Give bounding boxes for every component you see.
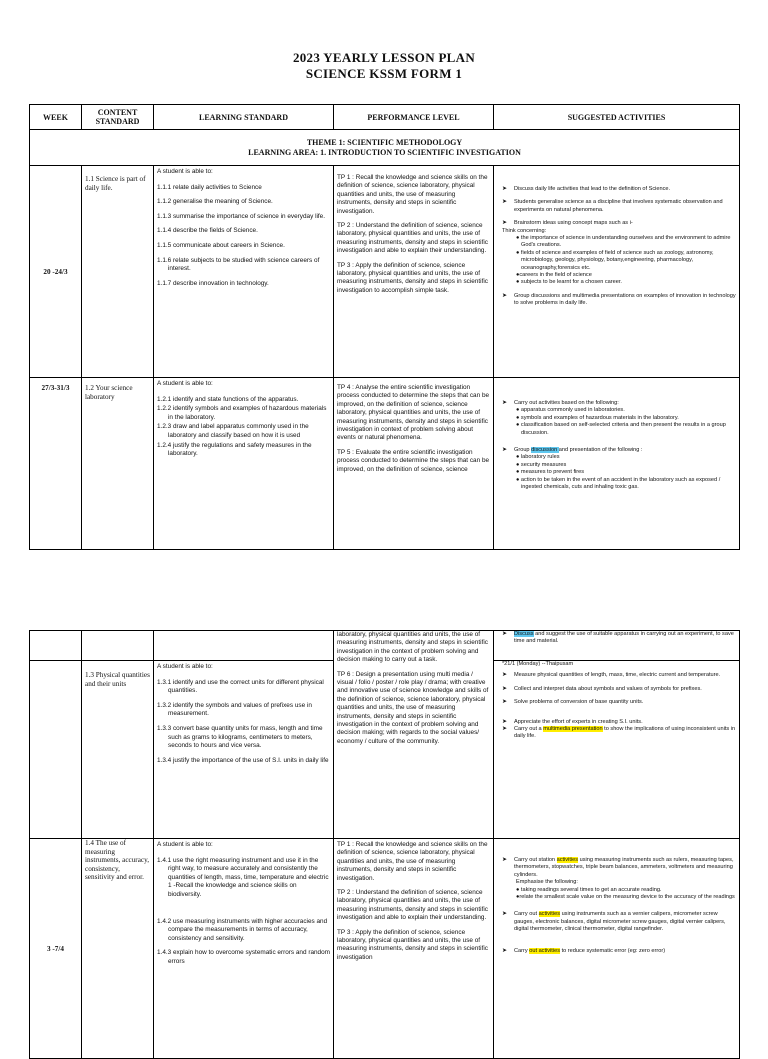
learning-standard-item: 1.2.3 draw and label apparatus commonly used in the laboratory and classify based on how it is used [157, 423, 309, 439]
learning-standard-item: 1.1.2 generalise the meaning of Science. [157, 198, 273, 206]
activity-item [502, 857, 736, 879]
activity-item: ➤ Measure physical quantities of length, mass, time, electric current and temperature. [502, 672, 736, 679]
activity-text: to show the implications of using inconsistent units in daily life. [514, 726, 736, 740]
activity-item: ➤ Collect and interpret data about symbols and values of symbols for prefixes. [502, 686, 736, 693]
performance-level-cell [334, 378, 494, 550]
activity-text: using instruments such as a vernier calipers, micrometer screw gauges, electronic balances, digital micrometer screw gauges, digital vernier calipers, digital thermometer, clinical thermometer, digital rangefinder. [514, 911, 726, 933]
learning-standard-item: 1.1.4 describe the fields of Science. [157, 227, 258, 235]
performance-level-item: TP 1 : Recall the knowledge and science skills on the definition of science, science laboratory, physical quantities and units, the use of measuring instruments, density and steps in scientific investigation. [337, 841, 488, 882]
activity-subtext: Think concerning: [502, 227, 547, 234]
activity-point: ● action to be taken in the event of an accident in the laboratory such as exposed / ingested chemicals, cuts and inhaling toxic gas. [516, 476, 721, 491]
activity-text: Carry out a [514, 726, 544, 733]
document-title: 2023 YEARLY LESSON PLAN [292, 50, 476, 65]
table-row-1-1 [30, 166, 740, 378]
activity-point: ● taking readings several times to get an accurate reading. [516, 886, 662, 893]
learning-standard-item: 1.3.2 identify the symbols and values of prefixes use in measurement. [157, 701, 312, 718]
activity-text: Carry out station [514, 857, 557, 863]
content-standard-cell: 1.4 The use of measuring instruments, accuracy, consistency, sensitivity and error. [82, 839, 154, 1059]
content-standard-cell: 1.1 Science is part of daily life. [82, 166, 154, 378]
holiday-note: *21/1 (Monday) --Thaipusam [502, 661, 574, 667]
activity-item: ➤ Brainstorm ideas using concept maps such as i- [502, 220, 736, 227]
activity-item: ➤ Discuss daily life activities that lead to the definition of Science. [502, 186, 736, 193]
activity-point: ● the importance of science in understanding ourselves and the environment to admire God's creations. [516, 235, 731, 249]
header-row [30, 105, 740, 130]
learning-standard-item: 1.4.2 use measuring instruments with higher accuracies and compare the measurements in terms of accuracy, consistency and sensitivity. [157, 917, 328, 942]
student-able-label: A student is able to: [157, 841, 213, 848]
learning-standard-item: 1.2.1 identify and state functions of the apparatus. [157, 395, 299, 403]
learning-standard-item: 1.2.2 identify symbols and examples of hazardous materials in the laboratory. [157, 405, 327, 421]
activity-subtext: Emphasise the following: [516, 879, 578, 886]
activity-point: ● symbols and examples of hazardous materials in the laboratory. [516, 414, 679, 421]
student-able-label: A student is able to: [157, 168, 213, 175]
performance-level-item: TP 2 : Understand the definition of science, science laboratory, physical quantities and units, the use of measuring instruments, density and steps in scientific investigation and able to explain their understanding. [337, 889, 488, 922]
learning-standard-item: 1.3.3 convert base quantity units for mass, length and time such as grams to kilograms, centimeters to meters, seconds to hours and vice versa. [157, 724, 323, 750]
header-content-standard: CONTENT STANDARD [82, 105, 154, 130]
week-cell-empty [30, 631, 82, 661]
content-standard-cell: 1.3 Physical quantities and their units [82, 661, 154, 839]
week-cell: 20 -24/3 [30, 166, 82, 378]
activity-text: and presentation of the following : [558, 447, 643, 454]
activity-point: ●relate the smallest scale value on the measuring device to the accuracy of the readings [516, 894, 735, 901]
theme-row [30, 130, 740, 166]
activity-text: and suggest the use of suitable apparatus in carrying out an experiment, to save time and material. [514, 631, 734, 645]
learning-standard-item: 1.1.7 describe innovation in technology. [157, 279, 269, 287]
activity-point: ● measures to prevent fires [516, 469, 585, 476]
learning-standard-item: 1.4.1 use the right measuring instrument and use it in the right way, to measure accurately and consistently the quantities of length, mass, time, temperature and electric 1 -Recall the knowledge and science skills on biodiversity. [157, 856, 329, 898]
suggested-activities-cell [494, 631, 740, 661]
learning-standard-cell [154, 378, 334, 550]
learning-standard-item: 1.1.6 relate subjects to be studied with science careers of interest. [157, 256, 320, 273]
suggested-activities-cell [494, 839, 740, 1059]
header-week: WEEK [30, 105, 82, 130]
highlighted-text: activities [556, 857, 579, 863]
activity-text: Carry [514, 947, 530, 954]
suggested-activities-cell [494, 378, 740, 550]
learning-standard-item: 1.2.4 justify the regulations and safety measures in the laboratory. [157, 441, 312, 458]
learning-standard-item: 1.1.5 communicate about careers in Science. [157, 241, 285, 249]
header-suggested-activities: SUGGESTED ACTIVITIES [494, 105, 740, 130]
learning-area-title: LEARNING AREA: 1. INTRODUCTION TO SCIENTIFIC INVESTIGATION [248, 147, 521, 157]
activity-point: ●careers in the field of science [516, 272, 592, 279]
activity-point: ● subjects to be learnt for a chosen career. [516, 279, 622, 286]
week-cell: 3 -7/4 [30, 839, 82, 1059]
learning-standard-cell [154, 661, 334, 839]
performance-level-cell [334, 631, 494, 839]
performance-level-item: TP 3 : Apply the definition of science, science laboratory, physical quantities and units, the use of measuring instruments, density and steps in scientific investigation to accomplish simple task. [337, 261, 488, 294]
content-standard-cell-empty [82, 631, 154, 661]
activity-item: ➤ Group discussions and multimedia presentations on examples of innovation in technology to solve problems in daily life. [502, 293, 736, 308]
activity-item: ➤ Students generalise science as a discipline that involves systematic observation and experiments on natural phenomena. [502, 199, 736, 214]
theme-title: THEME 1: SCIENTIFIC METHODOLOGY [306, 137, 463, 147]
activity-item: ➤ Solve problems of conversion of base quantity units. [502, 699, 736, 706]
performance-level-item: TP 2 : Understand the definition of science, science laboratory, physical quantities and units, the use of measuring instruments, density and steps in scientific investigation and able to explain their understanding. [337, 222, 488, 255]
activity-item: ➤ Appreciate the effort of experts in creating S.I. units. [502, 719, 736, 726]
activity-point: ● security measures [516, 461, 567, 468]
activity-text: to reduce systematic error (eg: zero error) [560, 947, 666, 954]
header-performance-level: PERFORMANCE LEVEL [334, 105, 494, 130]
learning-standard-cell [154, 839, 334, 1059]
performance-level-cell [334, 839, 494, 1059]
header-learning-standard: LEARNING STANDARD [154, 105, 334, 130]
learning-standard-item: 1.4.3 explain how to overcome systematic errors and random errors [157, 949, 330, 965]
week-cell: 27/3-31/3 [30, 378, 82, 550]
performance-level-item: laboratory, physical quantities and units, the use of measuring instruments, density and steps in scientific investigation in the context of problem solving and decision making to carry out a task. [337, 631, 488, 664]
performance-level-item: TP 1 : Recall the knowledge and science skills on the definition of science, science laboratory, physical quantities and units, the use of measuring instruments, density and steps in scientific investigation. [337, 174, 488, 215]
student-able-label: A student is able to: [157, 663, 213, 670]
performance-level-cell [334, 166, 494, 378]
lesson-plan-table-2 [29, 630, 740, 1059]
activity-item: ➤ Carry out activities based on the following: [502, 400, 736, 407]
content-standard-cell: 1.2 Your science laboratory [82, 378, 154, 550]
suggested-activities-cell [494, 166, 740, 378]
table-row-2-2 [30, 839, 740, 1059]
highlighted-text: discussion [531, 447, 559, 454]
learning-standard-cell-empty [154, 631, 334, 661]
activity-text: Carry out [514, 911, 539, 918]
learning-standard-cell [154, 166, 334, 378]
performance-level-item: TP 3 : Apply the definition of science, science laboratory, physical quantities and units, the use of measuring instruments, density and steps in scientific investigation [337, 928, 488, 961]
learning-standard-item: 1.3.1 identify and use the correct units for different physical quantities. [157, 678, 324, 695]
student-able-label: A student is able to: [157, 380, 213, 387]
activity-point: ● apparatus commonly used in laboratories. [516, 407, 625, 414]
highlighted-text: Discuss [514, 631, 534, 637]
highlighted-text: multimedia presentation [543, 726, 603, 733]
activity-text: Group [514, 447, 532, 454]
activity-item [502, 911, 736, 933]
activity-text: using measuring instruments such as rulers, measuring tapes, thermometers, stopwatches, triple beam balances, ammeters, voltmeters and measuring cylinders. [514, 857, 734, 878]
performance-level-item: TP 4 : Analyse the entire scientific investigation process conducted to determine the steps that can be improved, on the definition of science, science laboratory, physical quantities and units, the use of measuring instruments, density and steps in scientific investigation in context of problem solving about events or natural phenomena. [337, 384, 490, 442]
learning-standard-item: 1.1.3 summarise the importance of science in everyday life. [157, 212, 326, 220]
document-subtitle: SCIENCE KSSM FORM 1 [305, 66, 463, 81]
lesson-plan-table-1 [29, 104, 740, 550]
learning-standard-item: 1.1.1 relate daily activities to Science [157, 183, 262, 191]
activity-point: ● classification based on self-selected criteria and then present the results in a group discussion. [516, 422, 726, 436]
table-row-1-2 [30, 378, 740, 550]
performance-level-item: TP 5 : Evaluate the entire scientific investigation process conducted to determine the steps that can be improved, on the definition of science, science [337, 448, 490, 473]
activity-point: ● laboratory rules [516, 454, 560, 461]
activity-item [502, 948, 736, 955]
learning-standard-item: 1.3.4 justify the importance of the use of S.I. units in daily life [157, 756, 329, 764]
highlighted-text: out activities [529, 947, 561, 954]
week-cell-empty [30, 661, 82, 839]
activity-point: ● fields of science and examples of field of science such as zoology, astronomy, microbiology, geology, physiology, botany,engineering, pharmacology, oceanography,forensics etc. [516, 249, 714, 271]
activity-item [502, 447, 736, 454]
activity-item [502, 631, 736, 646]
highlighted-text: activities [538, 911, 561, 918]
performance-level-item: TP 6 : Design a presentation using multi media / visual / folio / poster / role play / drama; with creative and innovative use of science knowledge and skills of the definition of science, science laboratory, physical quantities and units, the use of measuring instruments, density and steps in scientific investigation in the context of problem solving and decision making; with regards to the social values/ economy / culture of the community. [337, 670, 489, 745]
table-row-2-0 [30, 631, 740, 661]
suggested-activities-cell [494, 661, 740, 839]
activity-item [502, 726, 736, 741]
